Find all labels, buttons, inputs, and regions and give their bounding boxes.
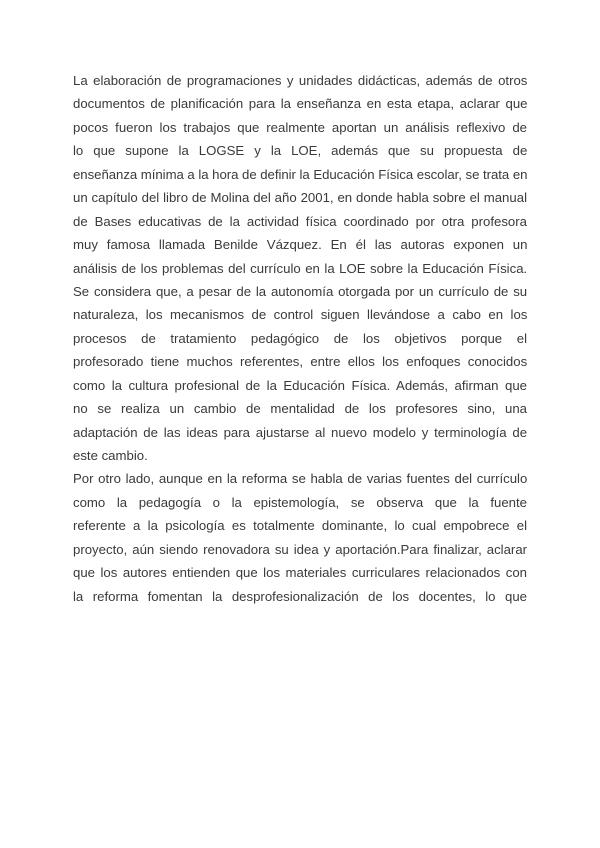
text-line: que los autores entienden que los materiales curriculares relacionados con: [73, 565, 527, 581]
text-line: naturaleza, los mecanismos de control siguen llevándose a cabo en los: [73, 307, 528, 323]
text-line: lo que supone la LOGSE y la LOE, además que su propuesta de: [73, 143, 528, 159]
text-line: como la pedagogía o la epistemología, se observa que la fuente: [73, 494, 527, 510]
text-line: de Bases educativas de la actividad física coordinado por otra profesora: [73, 213, 527, 229]
text-line: procesos de tratamiento pedagógico de los objetivos porque el: [73, 330, 527, 346]
text-line: pocos fueron los trabajos que realmente aportan un análisis reflexivo de: [73, 119, 527, 135]
text-line: no se realiza un cambio de mentalidad de los profesores sino, una: [73, 401, 527, 417]
body-text: [73, 69, 527, 608]
text-line: referente a la psicología es totalmente dominante, lo cual empobrece el: [73, 518, 527, 534]
text-line: documentos de planificación para la enseñanza en esta etapa, aclarar que: [73, 96, 528, 112]
text-line: la reforma fomentan la desprofesionalización de los docentes, lo que: [73, 588, 527, 604]
text-line: análisis de los problemas del currículo en la LOE sobre la Educación Física.: [73, 260, 528, 276]
text-line: Por otro lado, aunque en la reforma se habla de varias fuentes del currículo: [73, 471, 528, 487]
text-line: como la cultura profesional de la Educación Física. Además, afirman que: [73, 377, 527, 393]
text-line: La elaboración de programaciones y unidades didácticas, además de otros: [73, 73, 528, 88]
paragraph-1: [73, 69, 527, 467]
text-line: este cambio.: [73, 448, 148, 463]
text-line: profesorado tiene muchos referentes, entre ellos los enfoques conocidos: [73, 354, 528, 370]
text-line: muy famosa llamada Benilde Vázquez. En él las autoras exponen un: [73, 237, 528, 253]
text-line: proyecto, aún siendo renovadora su idea y aportación.Para finalizar, aclarar: [73, 541, 528, 557]
text-line: enseñanza mínima a la hora de definir la Educación Física escolar, se trata en: [73, 166, 528, 182]
text-line: Se considera que, a pesar de la autonomía otorgada por un currículo de su: [73, 283, 528, 299]
text-line: un capítulo del libro de Molina del año 2001, en donde habla sobre el manual: [73, 190, 527, 206]
paragraph-2: [73, 467, 527, 608]
text-line: adaptación de las ideas para ajustarse al nuevo modelo y terminología de: [73, 424, 528, 440]
